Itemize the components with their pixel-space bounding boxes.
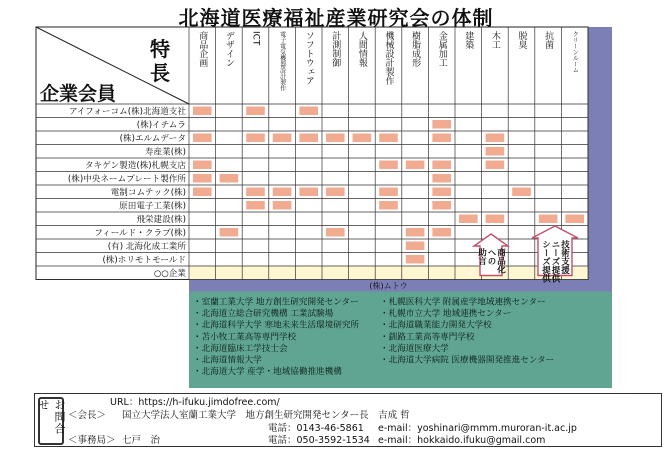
capability-mark	[193, 188, 212, 197]
mutou-label: (株)ムトウ	[369, 281, 408, 291]
website-url[interactable]: URL：https://h-ifuku.jimdofree.com/	[110, 397, 280, 408]
institution-left: ・北海道情報大学	[193, 355, 262, 366]
institution-left: ・室蘭工業大学 地方創生研究開発センター	[193, 297, 359, 308]
capability-mark	[326, 134, 345, 143]
capability-mark	[299, 188, 318, 197]
institution-right: ・北海道職業能力開発大学校	[380, 320, 492, 331]
capability-mark	[193, 134, 212, 143]
feature-header: 樹脂成形	[410, 31, 421, 67]
capability-mark	[432, 120, 451, 129]
institution-left: ・北海道大学 産学・地域協働推進機構	[193, 367, 342, 378]
capability-mark	[512, 188, 531, 197]
company-name: ○○企業	[153, 269, 186, 279]
commercialize-arrow-label: 商品化	[495, 248, 506, 274]
capability-mark	[459, 215, 478, 224]
capability-mark	[273, 201, 292, 210]
company-name: (株)エルムデータ	[119, 134, 186, 144]
feature-header: ソフトウェア	[303, 31, 314, 85]
tech-support-arrow-label: シーズ提供	[540, 240, 551, 283]
capability-mark	[193, 161, 212, 170]
chair-role: ＜会長＞	[68, 410, 107, 421]
feature-header: 抗菌	[543, 31, 554, 49]
institution-left: ・苫小牧工業高等専門学校	[193, 332, 297, 343]
capability-mark	[246, 188, 265, 197]
feature-header: ICT	[250, 31, 261, 46]
capability-mark	[246, 201, 265, 210]
capability-mark	[486, 161, 505, 170]
capability-mark	[326, 188, 345, 197]
feature-header: 金属加工	[436, 31, 447, 67]
capability-mark	[299, 134, 318, 143]
institution-left: ・北海道臨床工学技士会	[193, 343, 288, 354]
member-label: 企業会員	[40, 83, 117, 105]
capability-mark	[193, 174, 212, 183]
capability-mark	[406, 242, 425, 251]
institution-right: ・札幌市立大学 地域連携センター	[380, 309, 512, 320]
capability-mark	[193, 107, 212, 116]
capability-mark	[379, 161, 398, 170]
feature-header: 木工	[489, 31, 500, 49]
feature-header: 電子電気機器設計製作	[278, 31, 286, 91]
institution-left: ・北海道立総合研究機構 工業試験場	[193, 309, 334, 320]
office-role: ＜事務局＞	[68, 435, 116, 446]
capability-mark	[353, 134, 372, 143]
office-name: 七戸 治	[122, 435, 161, 446]
capability-mark	[379, 201, 398, 210]
feature-header: 商品企画	[197, 31, 208, 67]
institution-right: ・北海道医療大学	[380, 343, 449, 354]
feature-header: 計測制御	[330, 31, 341, 67]
capability-mark	[406, 255, 425, 264]
capability-mark	[432, 188, 451, 197]
company-name: 寿産業(株)	[144, 147, 186, 158]
company-name: フィールド・クラブ(株)	[94, 228, 186, 239]
company-name: タキゲン製造(株)札幌支店	[84, 161, 186, 171]
company-name: (株)ホリモトモールド	[102, 255, 186, 266]
capability-mark	[220, 228, 239, 237]
capability-mark	[299, 107, 318, 116]
feature-label: 長	[150, 61, 170, 85]
feature-header: クリーンルーム	[571, 31, 579, 73]
capability-mark	[486, 215, 505, 224]
inquiry-label: お問合せ	[38, 397, 64, 445]
capability-mark	[432, 174, 451, 183]
capability-mark	[246, 134, 265, 143]
capability-mark	[539, 215, 558, 224]
company-name: アイフォーコム(株)北海道支社	[69, 107, 186, 117]
chair-text: 国立大学法人室蘭工業大学 地方創生研究開発センター長 吉成 哲	[122, 410, 410, 421]
institution-left: ・北海道科学大学 寒地未来生活環境研究所	[193, 320, 360, 331]
feature-header: 機械設計製作	[383, 31, 394, 85]
right-bar	[588, 27, 612, 292]
company-name: (株)中央ネームプレート製作所	[67, 174, 186, 185]
company-name: 電制コムテック(株)	[110, 188, 186, 198]
capability-mark	[565, 215, 584, 224]
placeholder-row	[189, 266, 588, 280]
company-name: 原田電子工業(株)	[119, 201, 186, 212]
capability-mark	[432, 161, 451, 170]
capability-mark	[486, 134, 505, 143]
institution-right: ・北海道大学病院 医療機器開発推進センター	[380, 355, 555, 366]
feature-label: 特	[150, 37, 170, 61]
chair-email[interactable]: e-mail：yoshinari@mmm.muroran-it.ac.jp	[378, 423, 577, 434]
capability-mark	[273, 134, 292, 143]
feature-header: デザイン	[223, 31, 234, 67]
capability-mark	[406, 228, 425, 237]
page-title: 北海道医療福祉産業研究会の体制	[178, 6, 494, 30]
capability-mark	[326, 228, 345, 237]
chair-phone: 電話：0143-46-5861	[268, 423, 364, 434]
capability-mark	[432, 228, 451, 237]
office-email[interactable]: e-mail：hokkaido.ifuku@gmail.com	[378, 435, 546, 446]
feature-header: 建築	[463, 31, 474, 49]
institution-right: ・札幌医科大学 附属産学地域連携センター	[380, 297, 546, 308]
capability-mark	[379, 188, 398, 197]
capability-mark	[432, 201, 451, 210]
capability-mark	[379, 134, 398, 143]
capability-mark	[246, 107, 265, 116]
tech-support-arrow-label: 技術支援	[559, 240, 570, 274]
capability-mark	[432, 134, 451, 143]
capability-mark	[273, 188, 292, 197]
commercialize-arrow-label: への	[486, 248, 496, 265]
feature-header: 脱臭	[516, 31, 527, 49]
capability-mark	[220, 174, 239, 183]
feature-header: 人間情報	[356, 31, 367, 67]
company-name: (株)イチムラ	[136, 120, 186, 131]
office-phone: 電話：050-3592-1534	[268, 435, 370, 446]
commercialize-arrow-label: 助言	[476, 248, 487, 265]
capability-mark	[406, 161, 425, 170]
company-name: 飛栄建設(株)	[136, 215, 186, 225]
tech-support-arrow-label: ニーズ提供	[550, 240, 560, 283]
institution-right: ・釧路工業高等専門学校	[380, 332, 475, 343]
company-name: (有) 北海化成工業所	[107, 242, 186, 252]
capability-mark	[486, 147, 505, 156]
